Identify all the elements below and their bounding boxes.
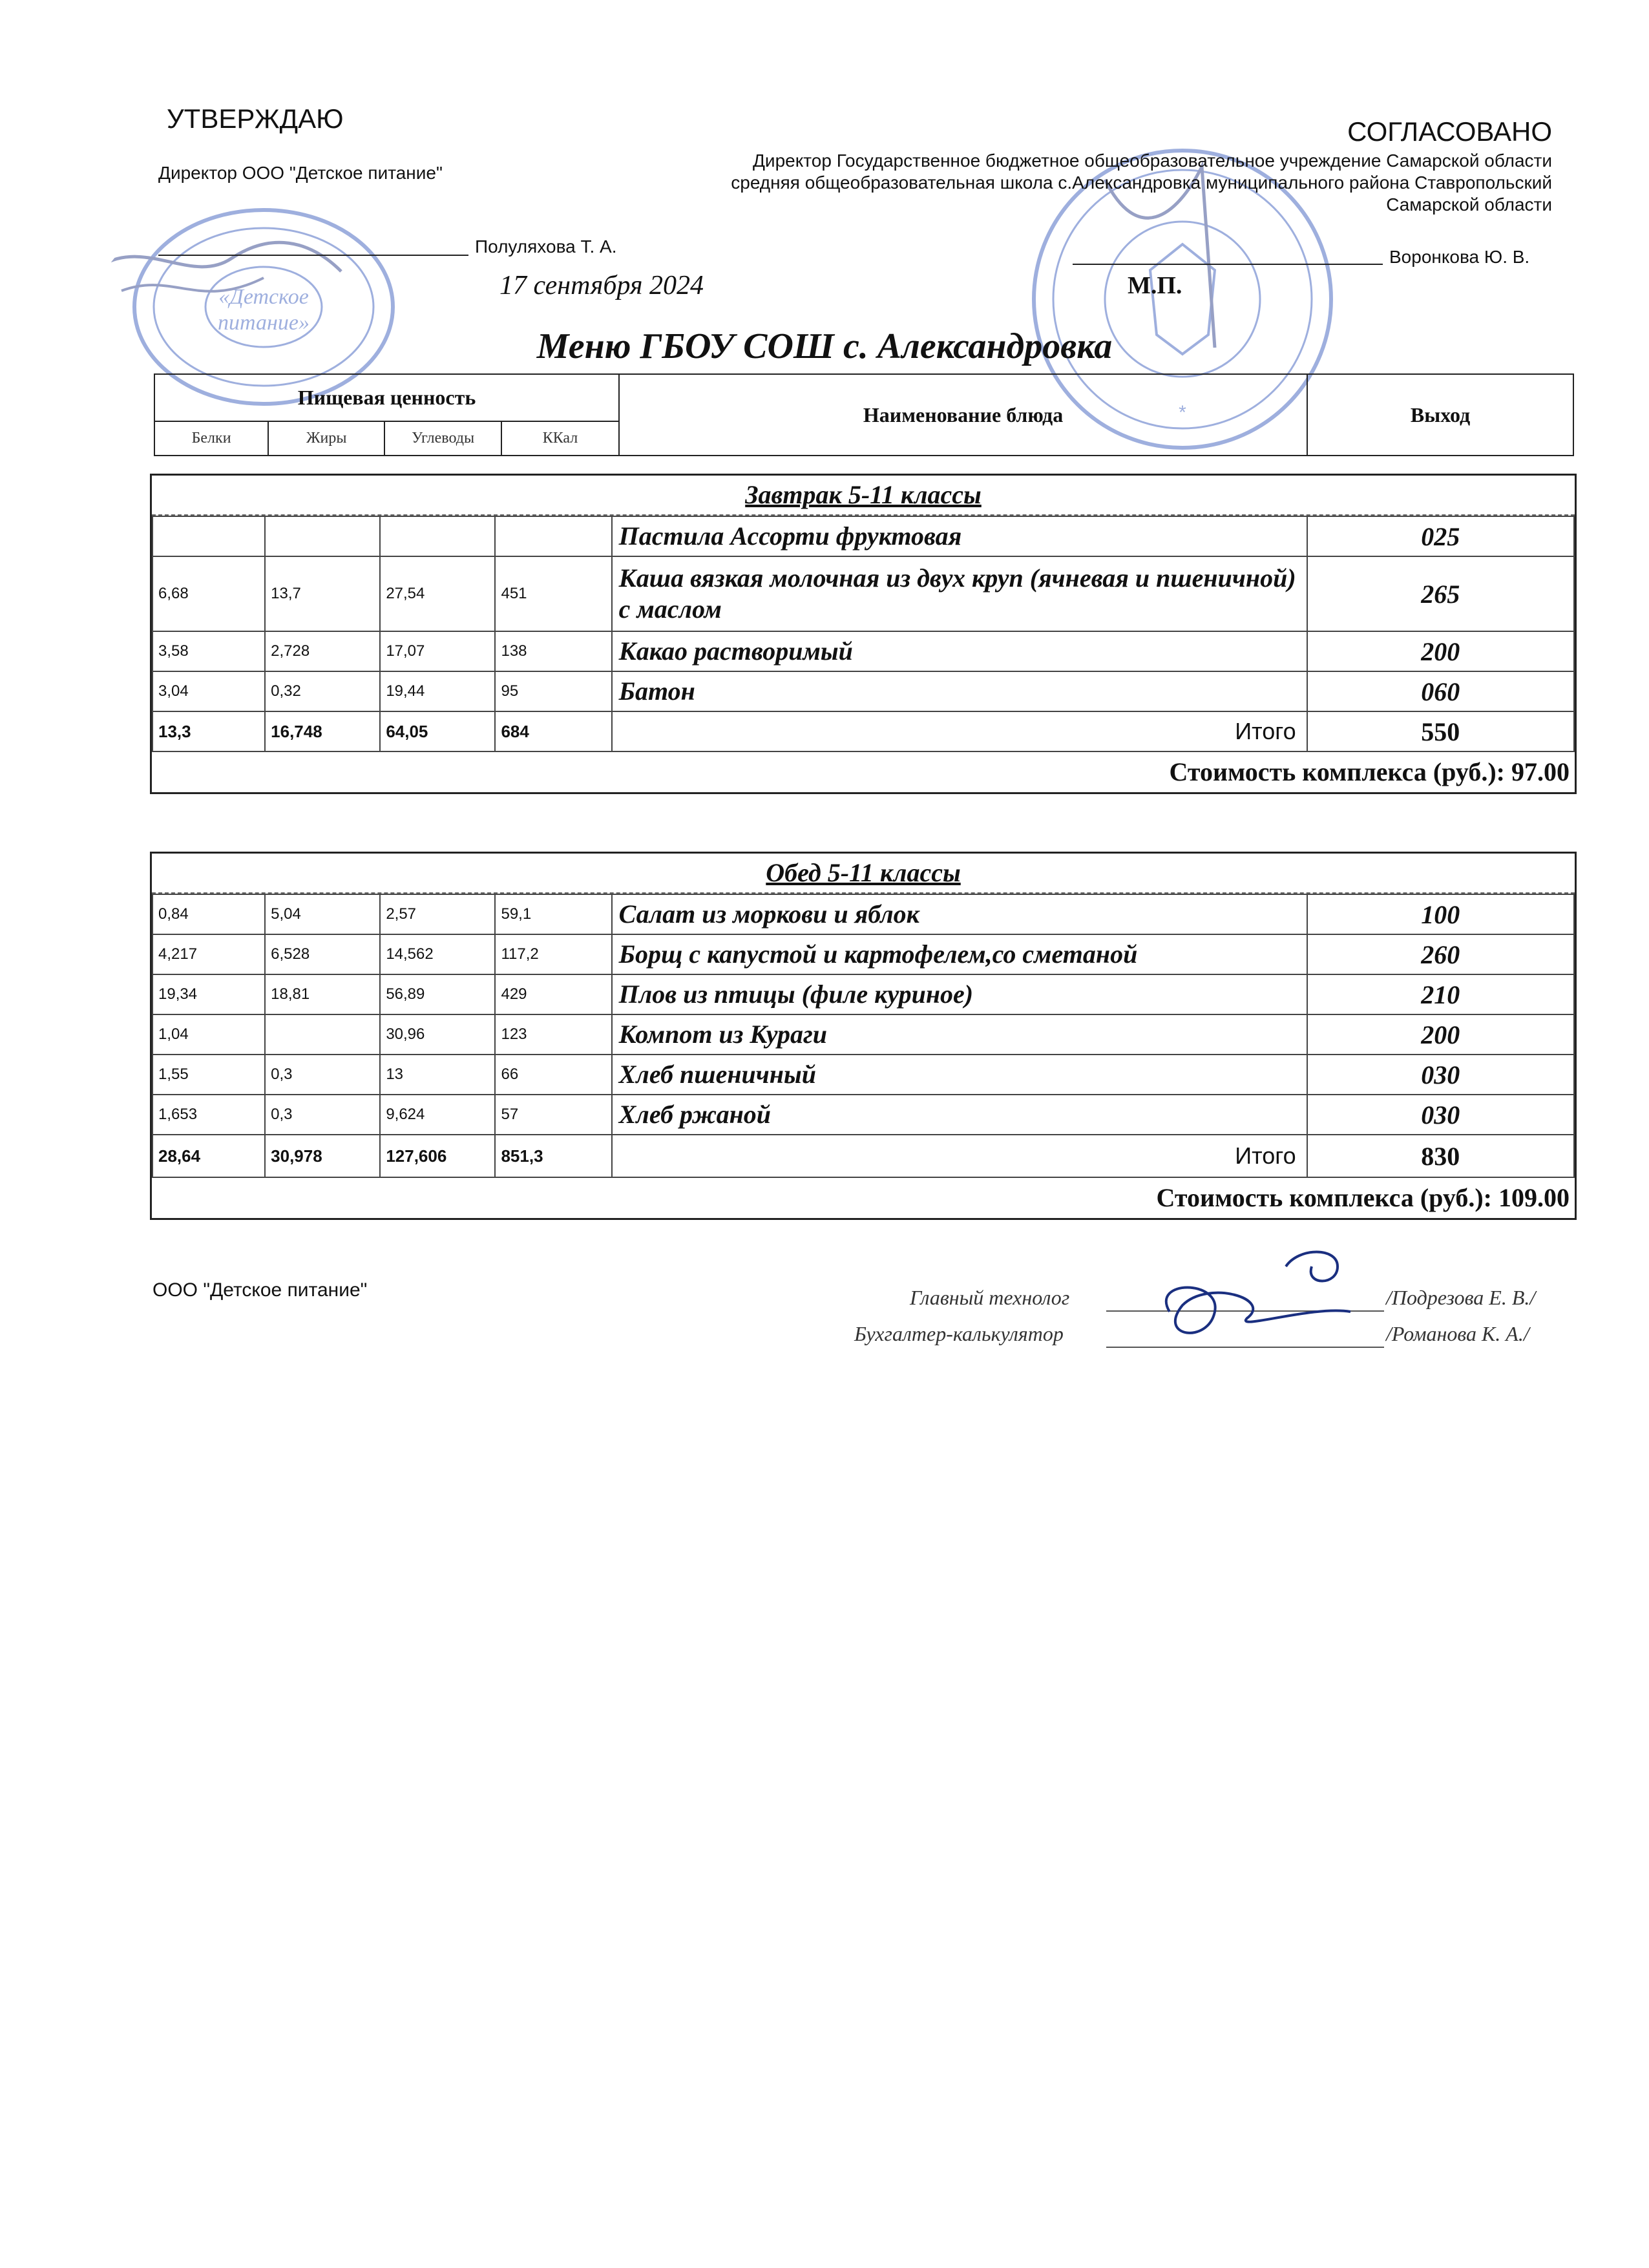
signature: [1144, 1241, 1389, 1363]
accountant-name: /Романова К. А./: [1386, 1322, 1529, 1345]
output-header: Выход: [1307, 374, 1573, 456]
proteins-cell: 3,58: [152, 631, 265, 671]
svg-text:питание»: питание»: [218, 311, 310, 335]
agree-name: Воронкова Ю. В.: [1389, 247, 1530, 267]
breakfast-table: [152, 516, 1575, 752]
approve-title: УТВЕРЖДАЮ: [167, 103, 344, 134]
fats-cell: 18,81: [265, 974, 380, 1014]
proteins-cell: 19,34: [152, 974, 265, 1014]
total-carbs: 127,606: [380, 1135, 495, 1177]
carbs-cell: 14,562: [380, 934, 495, 974]
svg-text:*: *: [1179, 402, 1186, 423]
kcal-cell: 57: [495, 1095, 611, 1135]
total-proteins: 13,3: [152, 711, 265, 751]
approve-role: Директор ООО "Детское питание": [158, 163, 443, 183]
proteins-cell: 6,68: [152, 556, 265, 631]
total-row: [152, 1135, 1574, 1177]
table-row: [152, 1014, 1574, 1055]
total-proteins: 28,64: [152, 1135, 265, 1177]
output-cell: 030: [1307, 1055, 1574, 1095]
carbs-cell: 30,96: [380, 1014, 495, 1055]
svg-text:«Детское: «Детское: [218, 285, 309, 309]
approve-name: Полуляхова Т. А.: [475, 236, 617, 257]
proteins-cell: 3,04: [152, 671, 265, 711]
kcal-cell: 117,2: [495, 934, 611, 974]
dish-cell: Пастила Ассорти фруктовая: [612, 516, 1307, 556]
output-cell: 025: [1307, 516, 1574, 556]
proteins-cell: 4,217: [152, 934, 265, 974]
table-row: [152, 974, 1574, 1014]
kcal-cell: 66: [495, 1055, 611, 1095]
organization-name: ООО "Детское питание": [152, 1279, 368, 1301]
fats-cell: [265, 516, 380, 556]
output-cell: 265: [1307, 556, 1574, 631]
table-row: [152, 556, 1574, 631]
kcal-cell: [495, 516, 611, 556]
output-cell: 210: [1307, 974, 1574, 1014]
dish-cell: Хлеб ржаной: [612, 1095, 1307, 1135]
kcal-header: ККал: [501, 421, 619, 456]
table-row: [152, 631, 1574, 671]
breakfast-section: [150, 474, 1577, 794]
fats-cell: 13,7: [265, 556, 380, 631]
proteins-cell: 0,84: [152, 894, 265, 934]
output-cell: 060: [1307, 671, 1574, 711]
agree-title: СОГЛАСОВАНО: [1347, 116, 1552, 147]
fats-header: Жиры: [268, 421, 384, 456]
lunch-table: [152, 894, 1575, 1178]
table-row: [152, 894, 1574, 934]
total-kcal: 851,3: [495, 1135, 611, 1177]
kcal-cell: 59,1: [495, 894, 611, 934]
carbs-cell: 9,624: [380, 1095, 495, 1135]
agree-role: Директор Государственное бюджетное общеобразовательное учреждение Самарской области средняя общеобразовательная школа с.Александровка муниципального района Ставропольский Самарской области: [731, 151, 1552, 215]
fats-cell: 5,04: [265, 894, 380, 934]
fats-cell: 0,3: [265, 1055, 380, 1095]
document-date: 17 сентября 2024: [499, 271, 704, 300]
dish-header: Наименование блюда: [619, 374, 1307, 456]
proteins-cell: 1,55: [152, 1055, 265, 1095]
kcal-cell: 95: [495, 671, 611, 711]
total-fats: 16,748: [265, 711, 380, 751]
lunch-cost: Стоимость комплекса (руб.): 109.00: [1156, 1183, 1570, 1212]
dish-cell: Батон: [612, 671, 1307, 711]
stamp-mark: М.П.: [1128, 272, 1182, 299]
proteins-header: Белки: [154, 421, 268, 456]
dish-cell: Компот из Кураги: [612, 1014, 1307, 1055]
breakfast-title: Завтрак 5-11 классы: [152, 476, 1575, 516]
table-row: [152, 516, 1574, 556]
table-row: [152, 934, 1574, 974]
carbs-cell: 56,89: [380, 974, 495, 1014]
total-output: 550: [1307, 711, 1574, 751]
output-cell: 200: [1307, 631, 1574, 671]
total-kcal: 684: [495, 711, 611, 751]
carbs-cell: 27,54: [380, 556, 495, 631]
carbs-cell: 2,57: [380, 894, 495, 934]
output-cell: 260: [1307, 934, 1574, 974]
agree-signature-line: [1073, 264, 1383, 265]
kcal-cell: 429: [495, 974, 611, 1014]
dish-cell: Какао растворимый: [612, 631, 1307, 671]
lunch-section: [150, 852, 1577, 1220]
lunch-title: Обед 5-11 классы: [152, 854, 1575, 894]
table-row: [152, 1055, 1574, 1095]
dish-cell: Плов из птицы (филе куриное): [612, 974, 1307, 1014]
output-cell: 100: [1307, 894, 1574, 934]
proteins-cell: 1,04: [152, 1014, 265, 1055]
dish-cell: Каша вязкая молочная из двух круп (ячневая и пшеничной) с маслом: [612, 556, 1307, 631]
fats-cell: 2,728: [265, 631, 380, 671]
total-fats: 30,978: [265, 1135, 380, 1177]
proteins-cell: 1,653: [152, 1095, 265, 1135]
total-label: Итого: [612, 711, 1307, 751]
carbs-header: Углеводы: [384, 421, 501, 456]
column-header-table: [154, 373, 1574, 456]
carbs-cell: [380, 516, 495, 556]
fats-cell: 6,528: [265, 934, 380, 974]
total-carbs: 64,05: [380, 711, 495, 751]
fats-cell: 0,32: [265, 671, 380, 711]
carbs-cell: 19,44: [380, 671, 495, 711]
carbs-cell: 13: [380, 1055, 495, 1095]
page-title: Меню ГБОУ СОШ с. Александровка: [536, 326, 1113, 366]
nutrition-header: Пищевая ценность: [154, 374, 619, 421]
accountant-role: Бухгалтер-калькулятор: [854, 1322, 1064, 1345]
carbs-cell: 17,07: [380, 631, 495, 671]
fats-cell: [265, 1014, 380, 1055]
approve-signature-line: [158, 255, 468, 256]
table-row: [152, 671, 1574, 711]
total-label: Итого: [612, 1135, 1307, 1177]
total-row: [152, 711, 1574, 751]
tech-role: Главный технолог: [910, 1286, 1070, 1309]
proteins-cell: [152, 516, 265, 556]
dish-cell: Борщ с капустой и картофелем,со сметаной: [612, 934, 1307, 974]
dish-cell: Салат из моркови и яблок: [612, 894, 1307, 934]
fats-cell: 0,3: [265, 1095, 380, 1135]
output-cell: 200: [1307, 1014, 1574, 1055]
kcal-cell: 123: [495, 1014, 611, 1055]
table-row: [152, 1095, 1574, 1135]
total-output: 830: [1307, 1135, 1574, 1177]
kcal-cell: 138: [495, 631, 611, 671]
dish-cell: Хлеб пшеничный: [612, 1055, 1307, 1095]
tech-name: /Подрезова Е. В./: [1386, 1286, 1536, 1309]
output-cell: 030: [1307, 1095, 1574, 1135]
kcal-cell: 451: [495, 556, 611, 631]
breakfast-cost: Стоимость комплекса (руб.): 97.00: [1169, 757, 1570, 786]
